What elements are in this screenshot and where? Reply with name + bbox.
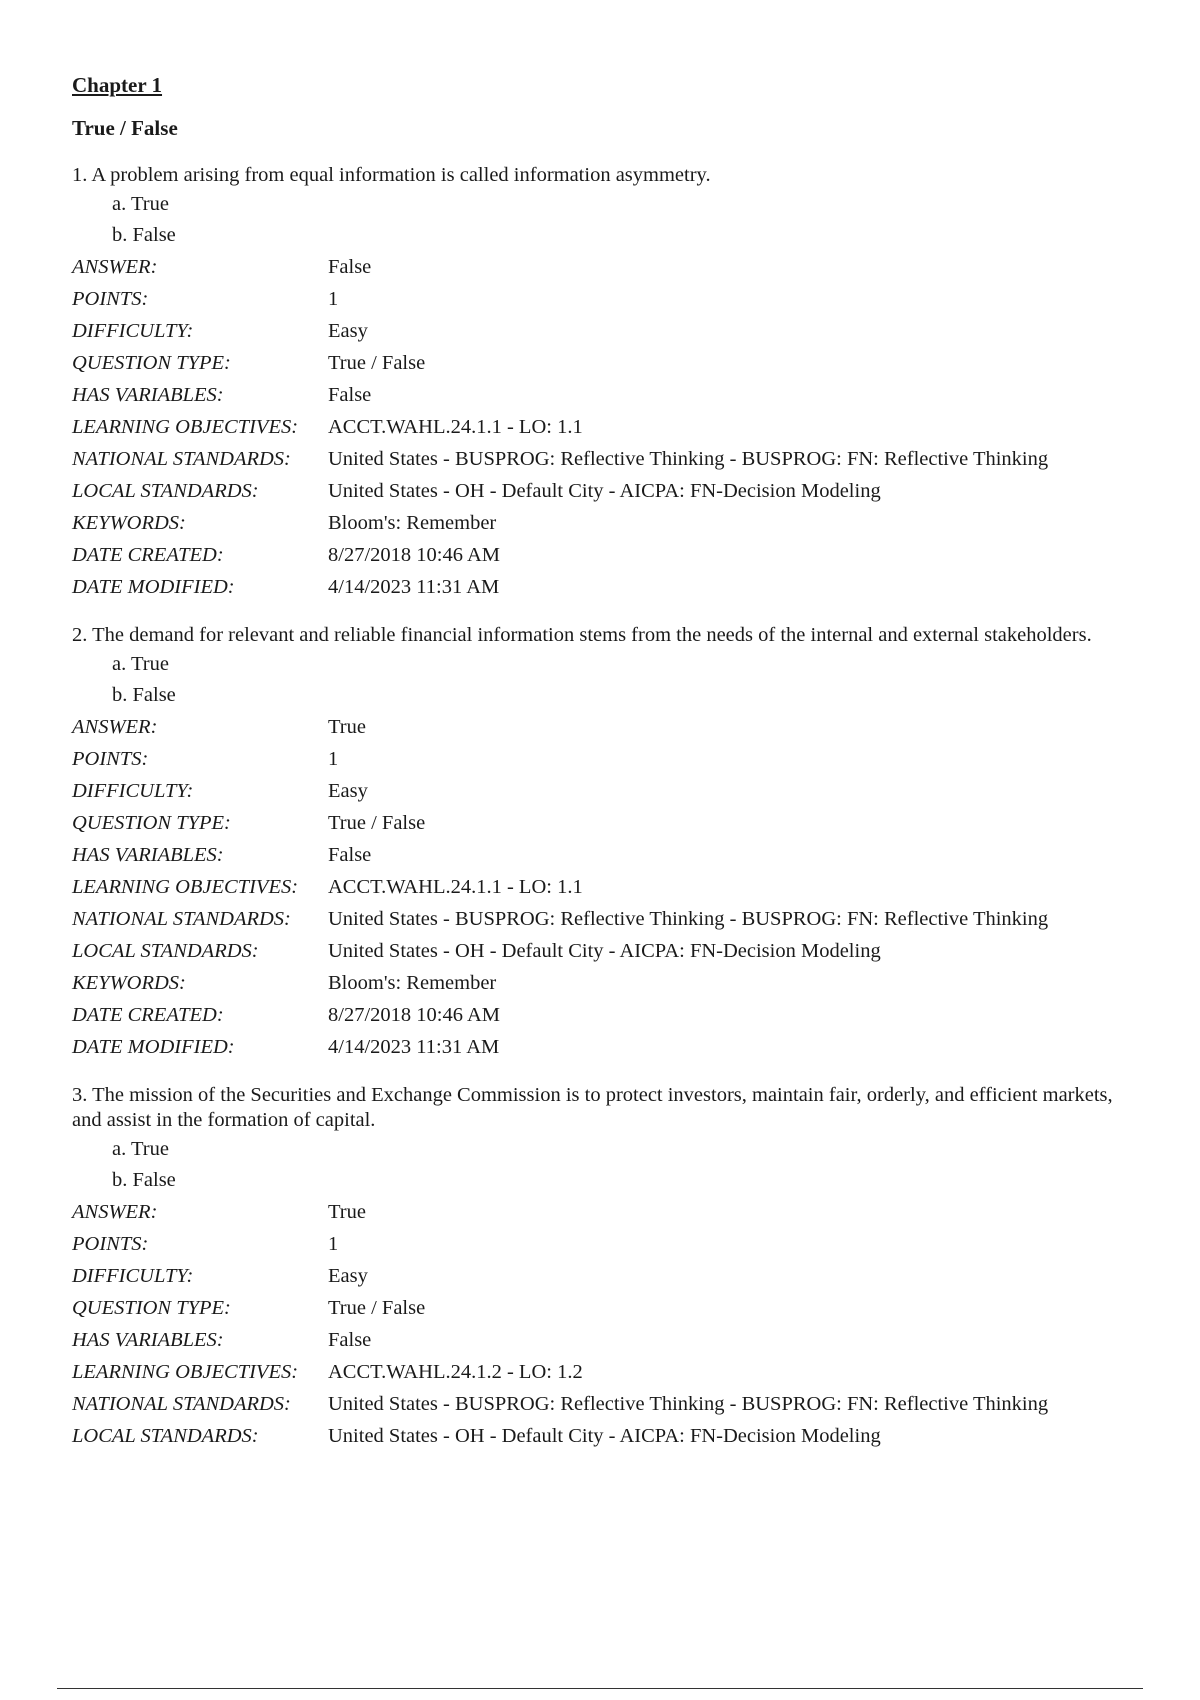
meta-value: 4/14/2023 11:31 AM [328, 1036, 500, 1058]
meta-difficulty [72, 315, 1132, 347]
meta-label: POINTS: [72, 748, 149, 770]
meta-label: KEYWORDS: [72, 512, 186, 534]
meta-value: False [328, 1329, 372, 1351]
question-stem: 2. The demand for relevant and reliable financial information stems from the needs of the internal and external stakeholders. [72, 624, 1092, 646]
question-stem: 1. A problem arising from equal information is called information asymmetry. [72, 164, 711, 186]
meta-value: False [328, 844, 372, 866]
meta-value: True / False [328, 352, 426, 374]
meta-label: ANSWER: [72, 716, 158, 738]
meta-label: DATE MODIFIED: [72, 576, 235, 598]
footer-rule [57, 1688, 1143, 1689]
meta-label: LEARNING OBJECTIVES: [72, 1361, 299, 1383]
meta-label: POINTS: [72, 288, 149, 310]
meta-local-standards [72, 1420, 1132, 1452]
meta-label: QUESTION TYPE: [72, 352, 231, 374]
meta-date-modified [72, 571, 1132, 603]
meta-has-variables [72, 839, 1132, 871]
meta-keywords [72, 967, 1132, 999]
meta-local-standards [72, 935, 1132, 967]
document-page [72, 70, 1132, 1452]
meta-value: United States - OH - Default City - AICPA: FN-Decision Modeling [328, 940, 881, 962]
question-metadata [72, 711, 1132, 1063]
section-title: True / False [72, 116, 178, 140]
meta-keywords [72, 507, 1132, 539]
meta-label: HAS VARIABLES: [72, 384, 224, 406]
meta-value: United States - OH - Default City - AICPA: FN-Decision Modeling [328, 1425, 881, 1447]
option-false: b. False [112, 684, 176, 706]
option-true: a. True [112, 653, 169, 675]
meta-label: DIFFICULTY: [72, 320, 194, 342]
question-3 [72, 1083, 1132, 1452]
meta-has-variables [72, 1324, 1132, 1356]
meta-label: ANSWER: [72, 256, 158, 278]
meta-value: ACCT.WAHL.24.1.2 - LO: 1.2 [328, 1361, 583, 1383]
option-true: a. True [112, 1138, 169, 1160]
meta-date-created [72, 539, 1132, 571]
meta-national-standards [72, 443, 1132, 475]
meta-value: Easy [328, 1265, 368, 1287]
meta-value: United States - BUSPROG: Reflective Thinking - BUSPROG: FN: Reflective Thinking [328, 908, 1049, 930]
meta-value: Easy [328, 780, 368, 802]
meta-value: United States - BUSPROG: Reflective Thinking - BUSPROG: FN: Reflective Thinking [328, 448, 1049, 470]
meta-label: DATE CREATED: [72, 544, 224, 566]
meta-label: HAS VARIABLES: [72, 844, 224, 866]
answer-options [112, 189, 1132, 251]
meta-label: LEARNING OBJECTIVES: [72, 876, 299, 898]
meta-answer [72, 1196, 1132, 1228]
meta-value: 1 [328, 748, 339, 770]
option-true: a. True [112, 193, 169, 215]
meta-label: NATIONAL STANDARDS: [72, 448, 291, 470]
meta-label: HAS VARIABLES: [72, 1329, 224, 1351]
meta-points [72, 743, 1132, 775]
meta-value: Bloom's: Remember [328, 972, 497, 994]
question-stem: 3. The mission of the Securities and Exchange Commission is to protect investors, maintain fair, orderly, and efficient markets, and assist in the formation of capital. [72, 1084, 1113, 1131]
meta-label: NATIONAL STANDARDS: [72, 1393, 291, 1415]
meta-value: 8/27/2018 10:46 AM [328, 1004, 500, 1026]
meta-value: ACCT.WAHL.24.1.1 - LO: 1.1 [328, 876, 583, 898]
meta-question-type [72, 347, 1132, 379]
meta-points [72, 1228, 1132, 1260]
meta-learning-objectives [72, 411, 1132, 443]
meta-label: NATIONAL STANDARDS: [72, 908, 291, 930]
meta-value: True / False [328, 1297, 426, 1319]
meta-date-modified [72, 1031, 1132, 1063]
meta-value: 4/14/2023 11:31 AM [328, 576, 500, 598]
meta-value: ACCT.WAHL.24.1.1 - LO: 1.1 [328, 416, 583, 438]
meta-question-type [72, 1292, 1132, 1324]
meta-label: QUESTION TYPE: [72, 812, 231, 834]
meta-label: LOCAL STANDARDS: [72, 940, 259, 962]
meta-learning-objectives [72, 1356, 1132, 1388]
meta-difficulty [72, 1260, 1132, 1292]
meta-label: DIFFICULTY: [72, 1265, 194, 1287]
answer-options [112, 1134, 1132, 1196]
meta-date-created [72, 999, 1132, 1031]
meta-value: Easy [328, 320, 368, 342]
meta-value: 1 [328, 288, 339, 310]
meta-value: United States - BUSPROG: Reflective Thinking - BUSPROG: FN: Reflective Thinking [328, 1393, 1049, 1415]
question-metadata [72, 251, 1132, 603]
option-false: b. False [112, 224, 176, 246]
meta-national-standards [72, 1388, 1132, 1420]
meta-value: True [328, 716, 366, 738]
meta-value: True / False [328, 812, 426, 834]
meta-answer [72, 711, 1132, 743]
meta-label: LOCAL STANDARDS: [72, 480, 259, 502]
meta-learning-objectives [72, 871, 1132, 903]
question-metadata [72, 1196, 1132, 1452]
meta-value: Bloom's: Remember [328, 512, 497, 534]
meta-label: KEYWORDS: [72, 972, 186, 994]
meta-value: United States - OH - Default City - AICPA: FN-Decision Modeling [328, 480, 881, 502]
meta-value: 8/27/2018 10:46 AM [328, 544, 500, 566]
meta-value: True [328, 1201, 366, 1223]
meta-points [72, 283, 1132, 315]
meta-label: ANSWER: [72, 1201, 158, 1223]
meta-value: 1 [328, 1233, 339, 1255]
meta-label: DIFFICULTY: [72, 780, 194, 802]
meta-value: False [328, 384, 372, 406]
meta-label: DATE MODIFIED: [72, 1036, 235, 1058]
meta-question-type [72, 807, 1132, 839]
meta-value: False [328, 256, 372, 278]
meta-label: QUESTION TYPE: [72, 1297, 231, 1319]
option-false: b. False [112, 1169, 176, 1191]
question-2 [72, 623, 1132, 1063]
meta-label: LEARNING OBJECTIVES: [72, 416, 299, 438]
meta-answer [72, 251, 1132, 283]
answer-options [112, 649, 1132, 711]
meta-local-standards [72, 475, 1132, 507]
meta-label: LOCAL STANDARDS: [72, 1425, 259, 1447]
meta-label: DATE CREATED: [72, 1004, 224, 1026]
meta-label: POINTS: [72, 1233, 149, 1255]
meta-national-standards [72, 903, 1132, 935]
meta-difficulty [72, 775, 1132, 807]
question-1 [72, 163, 1132, 603]
meta-has-variables [72, 379, 1132, 411]
chapter-title: Chapter 1 [72, 73, 163, 97]
